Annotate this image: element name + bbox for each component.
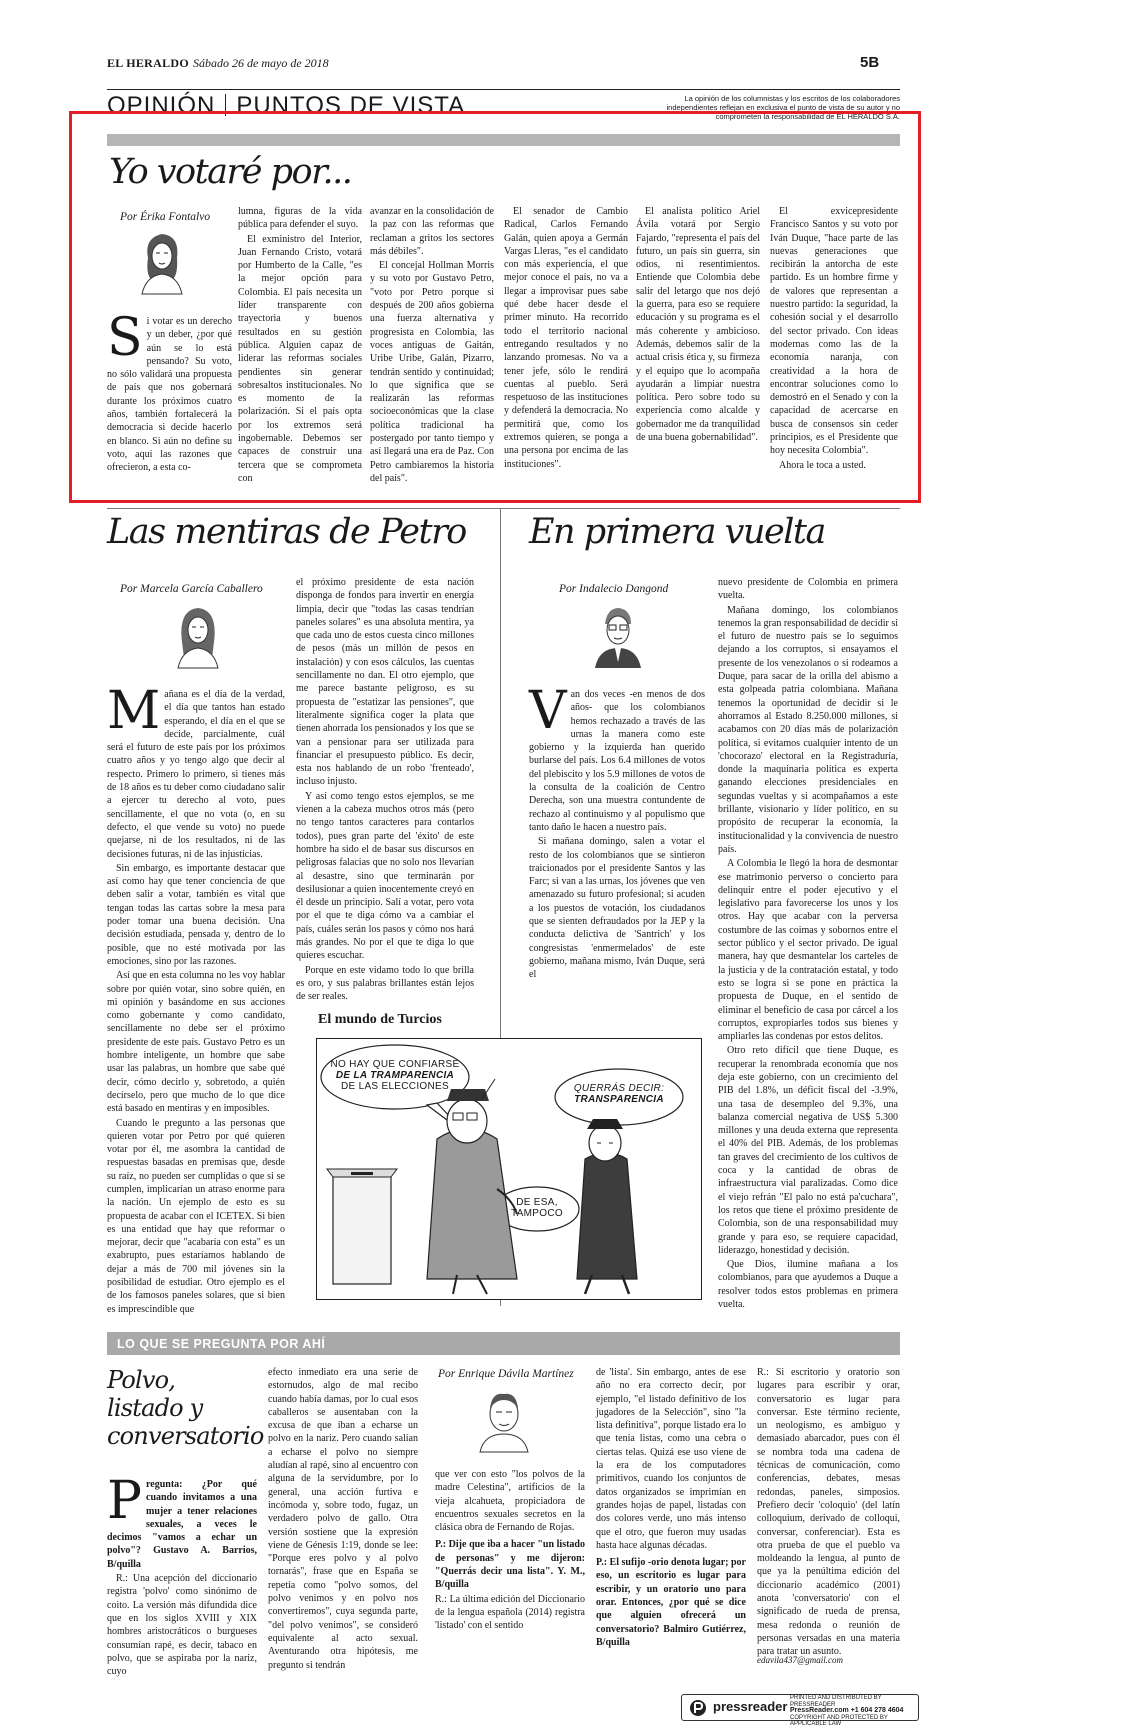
paragraph: El analista político Ariel Ávila votará por Sergio Fajardo, "representa el país del futuro, un país sin guerra, sin odios, ni resentimientos. Entiende que Colombia debe salir del letargo que nos dejó la guerra, para eso se requiere educación y su programa es el más coherente y ambicioso. Además, debemos salir de la actual crisis ética y, su firmeza y el equipo que lo acompaña ayudarán a limpiar nuestra política. Pero sobre todo su experiencia como alcalde y gobernador me da tranquilidad de una buena gobernabilidad". xyxy=(636,206,760,444)
pressreader-icon xyxy=(688,1698,708,1718)
author-portrait xyxy=(170,602,226,668)
paragraph: Cuando le pregunto a las personas que quieren votar por Petro por qué quieren votar por él, me asombra la cantidad de respuestas basadas en premisas que, desde su raíz, no pueden ser cumplidas o que si se cumplen, implicarían un atraso enorme para la nación. Un ejemplo de esto es su propuesta de acabar con el ICETEX. Si bien es una entidad que hay que reformar o mejorar, decir que "acabaría con esta" es un exabrupto, pues estaríamos hablando de dejar a más de 700 mil jóvenes sin la posibilidad de estudiar. Otro ejemplo es el de los famosos paneles solares, que si bien es imprescindible que xyxy=(107,1117,285,1315)
paragraph: avanzar en la consolidación de la paz con las reformas que reclaman a gritos los sectores más débiles". xyxy=(370,206,494,257)
section-rule xyxy=(107,508,900,509)
article-column-1 xyxy=(107,681,285,1315)
paragraph: Mañana domingo, los colombianos tenemos la gran responsabilidad de decidir si el futuro de nuestro país se lo seguimos dejando a los corruptos, si ensayamos el presente de los venezolanos o si rodeamos a Duque, para sacar de la orilla del abismo a esta golpeada patria colombiana. Mañana tenemos la oportunidad de decidir si le ahorramos al Estado 8.250.000 millones, si acabamos con 20 días más de polarización política, si evitamos cualquier intento de un 'chocorazo' electoral en la Registraduría, donde la maquinaria política es experta ganando elecciones presidenciales en segundas vueltas y si acompañamos a este brillante, visionario y líder político, en su propósito de recuperar la economía, la institucionalidad y la convivencia de nuestro país. xyxy=(718,604,898,855)
paragraph: Que Dios, ilumine mañana a los colombianos, para que ayudemos a Duque a resolver todos estos problemas en primera vuelta. xyxy=(718,1259,898,1311)
author-portrait xyxy=(476,1386,532,1452)
article-column-2 xyxy=(268,1366,418,1670)
article-title[interactable]: Las mentiras de Petro xyxy=(107,512,466,552)
article-byline: Por Enrique Dávila Martínez xyxy=(438,1368,574,1380)
paragraph: Así que en esta columna no les voy hablar sobre por quién votar, sino sobre quién, en mi opinión y basándome en sus acciones como gobernante y como candidato, sencillamente no debe ser el próximo presidente de este país. Gustavo Petro es un hombre inteligente, un hombre que sabe usar las palabras, un hombre que sabe qué decir, cómo decirlo y, sobretodo, a quién decírselo, pero que mucho de lo que dice está basado en mentiras y en imposibles. xyxy=(107,970,285,1115)
article-byline: Por Indalecio Dangond xyxy=(559,583,669,595)
masthead xyxy=(107,56,329,71)
question: P.: El sufijo -orio denota lugar; por eso, un escritorio es lugar para escribir, y un oratorio uno para orar. Entonces, ¿por qué se dice que alguien ofrecerá un conversatorio? Balmiro Gutiérrez, B/quilla xyxy=(596,1557,746,1648)
paragraph: lumna, figuras de la vida pública para defender el suyo. xyxy=(238,206,362,231)
paragraph: El exvicepresidente Francisco Santos y su voto por Iván Duque, "hace parte de las nuevas generaciones que recibirán la antorcha de este partido. Es un hombre firme y de valores que representan a nuestro partido: la seguridad, la cohesión social y el desarrollo del sector privado. Con ideas modernas como las de la economía naranja, con creatividad a la hora de encontrar soluciones como lo demostró en el Senado y con la capacidad de acercarse en busca de consensos sin ceder principios, es el Presidente que hoy necesita Colombia". xyxy=(770,206,898,457)
drop-cap: S xyxy=(107,308,143,368)
paragraph: nuevo presidente de Colombia en primera vuelta. xyxy=(718,577,898,602)
paragraph: efecto inmediato era una serie de estornudos, algo de mal recibo cuando había damas, por lo cual esos caballeros se ausentaban con la excusa de que iban a echarse un polvo en la nariz. Pero cuando salían a echarse el polvo no siempre aludían al rapé, sino al encuentro con alguna de la servidumbre, por lo general, una acción furtiva e incómoda y, sobre todo, fugaz, un verdadero polvo de gallo. Otra versión sostiene que la expresión viene de Génesis 1:19, donde se lee: "Porque eres polvo y al polvo tornarás", frase que en España se repetía como "polvo somos, del polvo venimos y en polvo nos convertiremos", cuya segunda parte, "del polvo venimos", se consideró equivalente al acto sexual. Aventurando otra hipótesis, me pregunto si tendrán xyxy=(268,1367,418,1671)
paragraph: Otro reto difícil que tiene Duque, es recuperar la renombrada economía que nos deja este gobierno, con un crecimiento del PIB del 1.8%, un déficit fiscal del -3.9%, una tasa de desempleo del 9.3%, una balanza comercial negativa de US$ 5.300 millones y una deuda externa que representa el 40% del PIB. Además, de los problemas tan graves del crecimiento de los cultivos de coca y la cantidad de obras de infraestructura vial paralizadas. Como dice el viejo refrán "El palo no está pa'cuchara", los retos que tiene el próximo presidente de Colombia, son de una responsabilidad muy grande y para eso, se requiere capacidad, liderazgo, honestidad y decisión. xyxy=(718,1045,898,1256)
disclaimer: La opinión de los columnistas y los escritos de los colaboradores independientes reflejan en exclusiva el punto de vista de su autor y no comprometen la responsabilidad de EL HERALDO S.A. xyxy=(666,94,900,121)
article-title[interactable]: Polvo, listado y conversatorio xyxy=(107,1366,264,1450)
article-column-5 xyxy=(757,1366,900,1658)
article-title[interactable]: En primera vuelta xyxy=(529,512,825,552)
subsection-name: PUNTOS DE VISTA xyxy=(236,92,466,119)
article-column-4 xyxy=(596,1366,746,1670)
paragraph: i votar es un derecho y un deber, ¿por qué aún se lo está pensando? Su voto, no sólo validará una propuesta de país que nos gobernará durante los próximos cuatro años, también fortalecerá la democracia si decide hacerlo en blanco. Si aún no define su voto, aquí las razones que ofrecieron, a esta co- xyxy=(107,316,232,474)
drop-cap: M xyxy=(107,681,161,741)
drop-cap: V xyxy=(529,681,567,741)
answer: R.: Si escritorio y oratorio son lugares para escribir y orar, conversatorio es lugar para conversar. Este término reciente, un neologismo, es ambiguo y demasiado abarcador, pues con él se nombra toda una cadena de técnicas de comunicación, como conferencias, debates, mesas redondas, paneles, simposios. Prefiero decir 'coloquio' (del latín colloquium, derivado de colloqui, conversar, conferenciar). Esta es otra prueba de que el pueblo va moldeando la lengua, al punto de que ya la penúltima edición del diccionario académico (2001) anota 'conversatorio' con el significado de rueda de prensa, mesa redonda o reunión de personas versadas en una materia para tratar un asunto. xyxy=(757,1367,900,1658)
article-column-2 xyxy=(296,576,474,1003)
article-byline: Por Érika Fontalvo xyxy=(120,211,211,223)
paragraph: que ver con esto "los polvos de la madre Celestina", artificios de la vieja alcahueta, propiciadora de encuentros sexuales secretos en la clásica obra de Fernando de Rojas. xyxy=(435,1469,585,1534)
paragraph: A Colombia le llegó la hora de desmontar ese matrimonio perverso o concierto para delinquir entre el poder ejecutivo y el legislativo para favorecerse los unos y los otros. Hay que acabar con la perversa costumbre de las coimas y sobornos entre el sector público y el sector privado. De igual manera, hay que desmantelar los carteles de la justicia y de la contratación estatal, y todo esto se logra si se pone en práctica la propuesta de Duque, en el sentido de eliminar el beneficio de casa por cárcel a los corruptos, expropiarles todos sus bienes y ampliarles las condenas por estos delitos. xyxy=(718,858,898,1043)
paragraph: Ahora le toca a usted. xyxy=(779,459,866,471)
paragraph: el próximo presidente de esta nación disponga de fondos para invertir en energía limpia, decir que "todas las casas tendrían paneles solares" es una absoluta mentira, ya que cada uno de estos cuesta cinco millones de pesos (más un millón de pesos en instalación) y con esos cálculos, las cuentas sencillamente no dan. El otro ejemplo, que me parece bastante peligroso, es su propuesta de "estatizar las pensiones", que literalmente significa coger la plata que tienen ahorrada los pensionados y los que se van a pensionar para ser utilizada para financiar el presupuesto público. Es decir, esta nos hablando de un robo 'frenteado', incluso injusto. xyxy=(296,577,474,788)
paragraph: El concejal Hollman Morris y su voto por Gustavo Petro, "voto por Petro porque si después de 200 años gobierna una fuerza alternativa y progresista en Colombia, las voces antiguas de Gaitán, Uribe Uribe, Galán, Pizarro, tendrán sentido y continuidad; lo que significa que se realizarán las reformas socioeconómicas que la clase política tradicional ha postergado por tanto tiempo y así llegará una era de Paz. Con Petro cambiaremos la historia del país". xyxy=(370,260,494,484)
newspaper-name: EL HERALDO xyxy=(107,56,190,70)
article-byline: Por Marcela García Caballero xyxy=(120,583,263,595)
pressreader-notice: PRINTED AND DISTRIBUTED BY PRESSREADER PressReader.com +1 604 278 4604 COPYRIGHT AND PROTECTED BY APPLICABLE LAW xyxy=(790,1695,904,1727)
paragraph: Porque en este vidamo todo lo que brilla es oro, y sus palabras brillantes están lejos de ser reales. xyxy=(296,964,474,1003)
speech-bubble-3: DE ESA, TAMPOCO xyxy=(511,1197,563,1219)
cartoon-title: El mundo de Turcios xyxy=(318,1012,442,1027)
article-column-2 xyxy=(718,576,898,1311)
answer: R.: Una acepción del diccionario registra 'polvo' como sinónimo de coito. La versión más difundida dice que en los siglos XVIII y XIX hombres aristocráticos o burgueses consumían rapé, es decir, tabaco en polvo, que se aspiraba por la nariz, cuyo xyxy=(107,1573,257,1678)
cartoon-frame[interactable] xyxy=(316,1038,702,1300)
author-email[interactable]: edavila437@gmail.com xyxy=(757,1655,844,1665)
paragraph: Van dos veces -en menos de dos años- que los colombianos hemos rechazado a través de las urnas la manera como este gobierno y la izquierda han querido burlarse del país. Los 6.4 millones de votos del plebiscito y los 5.9 millones de votos de la consulta de la coalición de Centro Derecha, son una muestra contundente de rechazo al continuismo y al populismo que tanto daño le hacen a nuestro país. xyxy=(529,681,705,833)
paragraph: Mañana es el día de la verdad, el día que tantos han estado esperando, el día en el que se decide, parcialmente, cuál será el futuro de este país por los próximos cuatro años y yo tengo algo que decir al respecto. Primero lo primero, si tienes más de 18 años es tu deber como ciudadano salir a ejercer tu derecho al voto, pues sencillamente, el que no vota (o, en su defecto, el que vende su voto) no puede quejarse, ni de los resultados, ni de las decisiones futuras, ni de las injusticias. xyxy=(107,681,285,860)
page-number: 5B xyxy=(860,54,880,71)
question: Pregunta: ¿Por qué cuando invitamos a una mujer a tener relaciones sexuales, a veces le decimos "vamos a echar un polvo"? Gustavo A. Barrios, B/quilla xyxy=(107,1471,257,1570)
author-portrait xyxy=(589,602,645,668)
paragraph: El exministro del Interior, Juan Fernando Cristo, votará por Humberto de la Calle, "es la mejor opción para Colombia. El país necesita un líder transparente con trayectoria y buenos resultados en su gestión pública. Alguien capaz de liderar las reformas sociales pendientes sin generar sobresaltos institucionales. No es momento de la polarización. Si el país opta por los extremos será ingobernable. Debemos ser capaces de construir una tercera que se comprometa con xyxy=(238,233,362,484)
header-rule xyxy=(107,89,900,90)
article-title[interactable]: Yo votaré por... xyxy=(109,152,352,192)
section-name: OPINIÓN xyxy=(107,92,216,119)
answer: R.: La última edición del Diccionario de la lengua española (2014) registra 'listado' con el sentido xyxy=(435,1593,585,1632)
paragraph: Sin embargo, es importante destacar que así como hay que tener conciencia de que deben salir a votar, también es vital que tengan todas las cartas sobre la mesa para poder tomar una buena decisión. Una decisión estudiada, pensada y, dentro de lo posible, que no esté motivada por las emociones, sino por las razones. xyxy=(107,862,285,967)
paragraph: El senador de Cambio Radical, Carlos Fernando Galán, quien apoya a Germán Vargas Lleras, "es el candidato con más experiencia, el que mejor conoce el país, no va a llegar a improvisar pues sabe qué debe hacer desde el primer minuto. Ha recorrido todo el territorio nacional entregando resultados y no lanzando promesas. No va a tener jefe, sólo le rendirá cuentas al pueblo. Será respetuoso de las instituciones y defenderá la democracia. No permitirá que, como los extremos quieren, se ponga a una persona por encima de las instituciones". xyxy=(504,206,628,470)
article-column-3 xyxy=(435,1468,585,1670)
pressreader-brand: pressreader xyxy=(713,1699,788,1714)
issue-date: Sábado 26 de mayo de 2018 xyxy=(193,56,329,70)
drop-cap: P xyxy=(107,1471,142,1531)
section-bar: LO QUE SE PREGUNTA POR AHÍ xyxy=(107,1332,900,1355)
paragraph: Si mañana domingo, salen a votar el resto de los colombianos que se sintieron traicionados por el presidente Santos y las Farc; si van a las urnas, los jóvenes que ven amenazado su futuro profesional; si acuden a los puestos de votación, los ciudadanos que se sienten defraudados por la JEP y la conducta delictiva de 'Santrich' y los congresistas 'enmermelados' de este gobierno, mañana mismo, Iván Duque, será el xyxy=(529,836,705,981)
highlight-frame xyxy=(69,111,921,503)
article-column-1 xyxy=(529,681,705,984)
paragraph: de 'lista'. Sin embargo, antes de ese año no era correcto decir, por ejemplo, "el listado definitivo de los jugadores de la Selección", sino "la lista definitiva", porque listado era lo que tenía listas, como una cebra o ciertas telas. Quizá ese uso viene de la era de los computadores primitivos, cuando los conjuntos de datos organizados se imprimían en grandes hojas de papel, listadas con dos colores verde, uno más intenso que el otro, que fueron muy usadas hasta hace algunas décadas. xyxy=(596,1367,746,1551)
article-column-1 xyxy=(107,1471,257,1678)
speech-bubble-2: QUERRÁS DECIR: TRANSPARENCIA xyxy=(573,1083,665,1105)
paragraph: Y así como tengo estos ejemplos, se me vienen a la cabeza muchos otros más (pero no tengo tantos caracteres para contarlos todos), pues gran parte del 'éxito' de este hombre ha sido el de basar sus discursos en peligrosas falacias que no solo nos llevarían al desastre, sino que terminarán por desilusionar a quien inocentemente creyó en él desde un principio. Salí a votar, pero vota por el que te diga cómo va a cambiar el país, cuáles serán los pasos y cómo nos hará más grandes. No por el que te diga lo que quieres escuchar. xyxy=(296,790,474,962)
speech-bubble-1: NO HAY QUE CONFIARSE DE LA TRAMPARENCIA DE LAS ELECCIONES xyxy=(330,1059,460,1092)
question: P.: Dije que iba a hacer "un listado de personas" y me dijeron: "Querrás decir una lista". Y. M., B/quilla xyxy=(435,1539,585,1591)
